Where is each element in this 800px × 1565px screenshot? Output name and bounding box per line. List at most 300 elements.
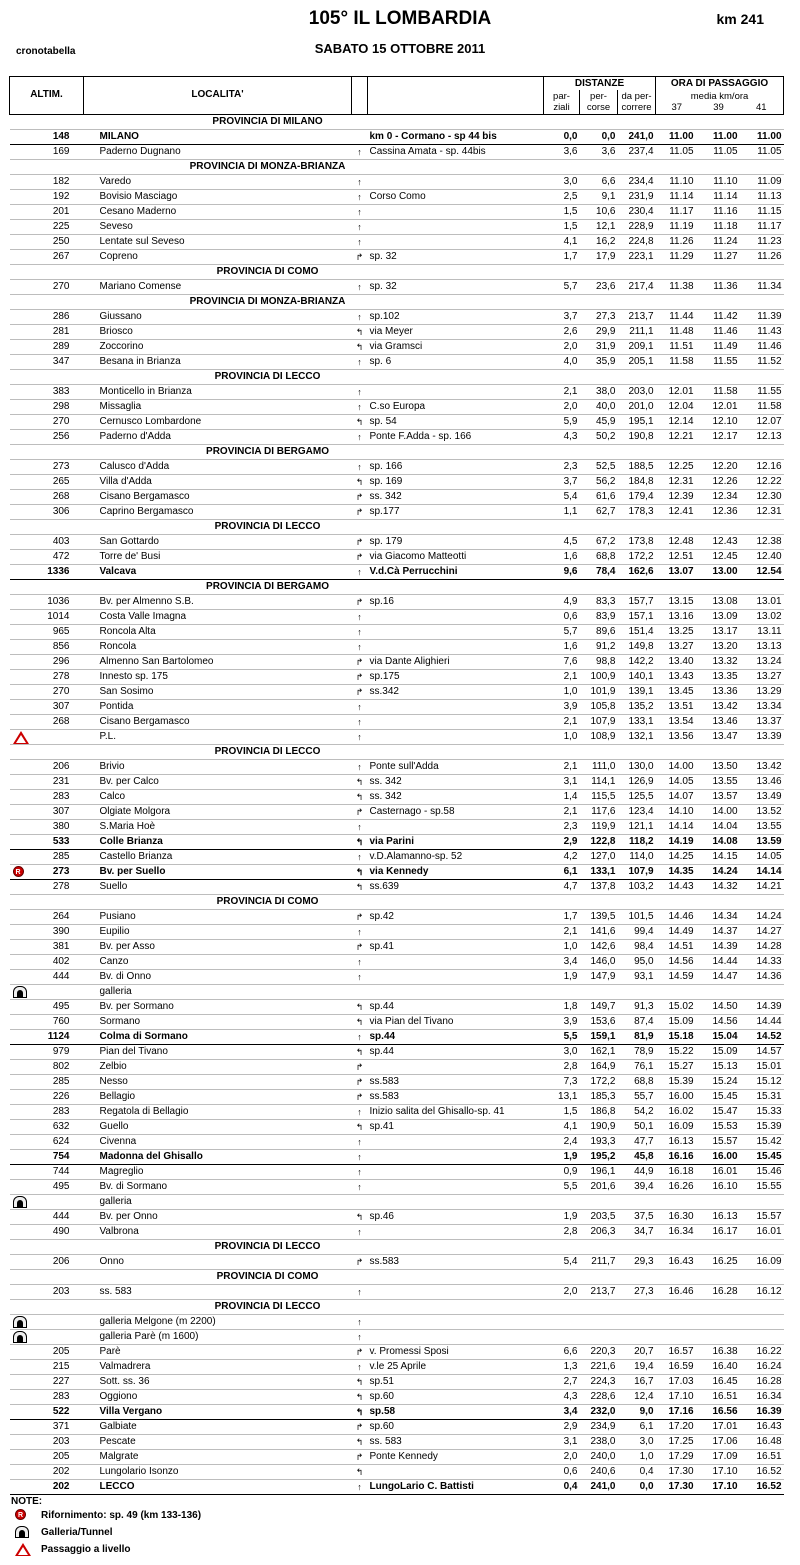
covered-distance: 139,5 xyxy=(580,909,618,924)
time-37: 12.04 xyxy=(656,399,698,414)
location-name: Bv. per Almenno S.B. xyxy=(84,594,352,609)
table-row xyxy=(10,609,784,624)
remaining-distance: 27,3 xyxy=(618,1284,656,1299)
road-note: via Dante Alighieri xyxy=(368,654,544,669)
time-39: 11.42 xyxy=(698,309,740,324)
time-41: 15.45 xyxy=(740,1149,784,1164)
time-41: 11.43 xyxy=(740,324,784,339)
altitude-value: 231 xyxy=(52,775,70,787)
time-39: 12.36 xyxy=(698,504,740,519)
location-name: Magreglio xyxy=(84,1164,352,1179)
road-note: km 0 - Cormano - sp 44 bis xyxy=(368,129,544,144)
time-41: 11.00 xyxy=(740,129,784,144)
table-row xyxy=(10,309,784,324)
altitude-cell xyxy=(10,759,84,774)
altitude-value: 1014 xyxy=(47,610,70,622)
remaining-distance: 81,9 xyxy=(618,1029,656,1044)
header-speed-37: 37 xyxy=(656,102,698,114)
remaining-distance: 12,4 xyxy=(618,1389,656,1404)
time-37: 15.22 xyxy=(656,1044,698,1059)
province-row xyxy=(10,744,784,759)
table-row xyxy=(10,1374,784,1389)
location-name: Copreno xyxy=(84,249,352,264)
partial-distance: 6,1 xyxy=(544,864,580,879)
time-37: 14.43 xyxy=(656,879,698,894)
time-39: 13.42 xyxy=(698,699,740,714)
remaining-distance: 0,0 xyxy=(618,1479,656,1494)
time-41: 14.57 xyxy=(740,1044,784,1059)
location-name: Costa Valle Imagna xyxy=(84,609,352,624)
covered-distance: 0,0 xyxy=(580,129,618,144)
altitude-value: 215 xyxy=(52,1360,70,1372)
time-41: 15.42 xyxy=(740,1134,784,1149)
remaining-distance: 54,2 xyxy=(618,1104,656,1119)
partial-distance: 2,0 xyxy=(544,339,580,354)
altitude-cell xyxy=(10,474,84,489)
altitude-value: 270 xyxy=(52,280,70,292)
road-note: ss.583 xyxy=(368,1089,544,1104)
table-row xyxy=(10,999,784,1014)
remaining-distance: 132,1 xyxy=(618,729,656,744)
covered-distance: 153,6 xyxy=(580,1014,618,1029)
road-note: sp. 169 xyxy=(368,474,544,489)
remaining-distance: 91,3 xyxy=(618,999,656,1014)
road-note xyxy=(368,1179,544,1194)
table-row xyxy=(10,1389,784,1404)
covered-distance: 211,7 xyxy=(580,1254,618,1269)
time-37: 11.44 xyxy=(656,309,698,324)
location-name: Lentate sul Seveso xyxy=(84,234,352,249)
time-41: 11.26 xyxy=(740,249,784,264)
province-name: PROVINCIA DI BERGAMO xyxy=(10,444,784,459)
time-41: 12.13 xyxy=(740,429,784,444)
tunnel-icon xyxy=(15,1526,29,1538)
road-note: sp.44 xyxy=(368,1044,544,1059)
road-note: ss.639 xyxy=(368,879,544,894)
location-name: Eupilio xyxy=(84,924,352,939)
location-name: Pescate xyxy=(84,1434,352,1449)
remaining-distance: 241,0 xyxy=(618,129,656,144)
altitude-cell xyxy=(10,1479,84,1494)
time-39: 11.27 xyxy=(698,249,740,264)
direction-arrow-icon: ↱ xyxy=(352,594,368,609)
road-note xyxy=(368,624,544,639)
refuel-icon: R xyxy=(13,866,24,877)
table-row xyxy=(10,1029,784,1044)
altitude-cell xyxy=(10,1314,84,1329)
table-row xyxy=(10,1074,784,1089)
altitude-cell xyxy=(10,654,84,669)
covered-distance: 220,3 xyxy=(580,1344,618,1359)
covered-distance: 16,2 xyxy=(580,234,618,249)
partial-distance: 2,8 xyxy=(544,1224,580,1239)
remaining-distance: 95,0 xyxy=(618,954,656,969)
remaining-distance: 228,9 xyxy=(618,219,656,234)
altitude-value: 965 xyxy=(52,625,70,637)
remaining-distance: 6,1 xyxy=(618,1419,656,1434)
time-37 xyxy=(656,1194,698,1209)
table-row xyxy=(10,879,784,894)
table-row xyxy=(10,564,784,579)
legend-refuel xyxy=(11,1508,791,1524)
altitude-value: 1336 xyxy=(47,565,70,577)
time-39: 15.45 xyxy=(698,1089,740,1104)
table-row xyxy=(10,1464,784,1479)
province-name: PROVINCIA DI LECCO xyxy=(10,744,784,759)
covered-distance: 108,9 xyxy=(580,729,618,744)
direction-arrow-icon: ↱ xyxy=(352,249,368,264)
tunnel-icon xyxy=(13,1331,27,1343)
time-37: 16.00 xyxy=(656,1089,698,1104)
time-37: 14.07 xyxy=(656,789,698,804)
covered-distance: 45,9 xyxy=(580,414,618,429)
time-39: 11.05 xyxy=(698,144,740,159)
partial-distance: 4,1 xyxy=(544,1119,580,1134)
location-name: Roncola Alta xyxy=(84,624,352,639)
direction-arrow-icon: ↑ xyxy=(352,924,368,939)
table-row xyxy=(10,1149,784,1164)
time-37: 15.18 xyxy=(656,1029,698,1044)
location-name: Briosco xyxy=(84,324,352,339)
remaining-distance: 149,8 xyxy=(618,639,656,654)
remaining-distance: 224,8 xyxy=(618,234,656,249)
altitude-value: 444 xyxy=(52,970,70,982)
time-39: 11.58 xyxy=(698,384,740,399)
location-name: Torre de' Busi xyxy=(84,549,352,564)
time-39: 15.09 xyxy=(698,1044,740,1059)
time-41 xyxy=(740,1314,784,1329)
location-name: Civenna xyxy=(84,1134,352,1149)
remaining-distance: 87,4 xyxy=(618,1014,656,1029)
time-41: 13.24 xyxy=(740,654,784,669)
location-name: S.Maria Hoè xyxy=(84,819,352,834)
covered-distance: 185,3 xyxy=(580,1089,618,1104)
header-distanze: DISTANZE xyxy=(544,77,656,91)
altitude-value: 380 xyxy=(52,820,70,832)
remaining-distance: 130,0 xyxy=(618,759,656,774)
table-row xyxy=(10,654,784,669)
altitude-value: 268 xyxy=(52,715,70,727)
partial-distance: 6,6 xyxy=(544,1344,580,1359)
table-row xyxy=(10,1404,784,1419)
remaining-distance: 217,4 xyxy=(618,279,656,294)
direction-arrow-icon: ↑ xyxy=(352,969,368,984)
road-note: sp. 32 xyxy=(368,279,544,294)
remaining-distance: 0,4 xyxy=(618,1464,656,1479)
remaining-distance: 9,0 xyxy=(618,1404,656,1419)
road-note: sp.60 xyxy=(368,1419,544,1434)
altitude-value: 227 xyxy=(52,1375,70,1387)
time-39: 14.50 xyxy=(698,999,740,1014)
road-note xyxy=(368,1329,544,1344)
road-note xyxy=(368,384,544,399)
road-note xyxy=(368,1134,544,1149)
location-name: Giussano xyxy=(84,309,352,324)
location-name: Castello Brianza xyxy=(84,849,352,864)
table-row xyxy=(10,834,784,849)
location-name: Guello xyxy=(84,1119,352,1134)
remaining-distance: 234,4 xyxy=(618,174,656,189)
partial-distance: 2,3 xyxy=(544,459,580,474)
location-name: Caprino Bergamasco xyxy=(84,504,352,519)
time-37: 17.29 xyxy=(656,1449,698,1464)
table-row xyxy=(10,1134,784,1149)
time-37: 12.39 xyxy=(656,489,698,504)
time-41: 11.15 xyxy=(740,204,784,219)
partial-distance: 1,0 xyxy=(544,729,580,744)
partial-distance xyxy=(544,1194,580,1209)
time-39: 14.37 xyxy=(698,924,740,939)
province-row xyxy=(10,294,784,309)
partial-distance xyxy=(544,1329,580,1344)
time-41: 14.21 xyxy=(740,879,784,894)
time-37: 15.27 xyxy=(656,1059,698,1074)
time-39: 15.53 xyxy=(698,1119,740,1134)
time-41: 11.58 xyxy=(740,399,784,414)
location-name: Nesso xyxy=(84,1074,352,1089)
altitude-cell xyxy=(10,1254,84,1269)
partial-distance: 2,3 xyxy=(544,819,580,834)
altitude-cell xyxy=(10,1164,84,1179)
location-name: Canzo xyxy=(84,954,352,969)
location-name: Cernusco Lombardone xyxy=(84,414,352,429)
direction-arrow-icon: ↑ xyxy=(352,609,368,624)
location-name: Parè xyxy=(84,1344,352,1359)
time-41: 13.11 xyxy=(740,624,784,639)
remaining-distance xyxy=(618,1194,656,1209)
time-39: 14.39 xyxy=(698,939,740,954)
location-name: Valmadrera xyxy=(84,1359,352,1374)
time-37: 11.10 xyxy=(656,174,698,189)
altitude-cell xyxy=(10,1464,84,1479)
location-name: Oggiono xyxy=(84,1389,352,1404)
direction-arrow-icon: ↑ xyxy=(352,189,368,204)
time-41: 13.37 xyxy=(740,714,784,729)
altitude-cell xyxy=(10,1434,84,1449)
province-name: PROVINCIA DI COMO xyxy=(10,1269,784,1284)
table-row xyxy=(10,534,784,549)
time-39: 12.17 xyxy=(698,429,740,444)
table-row xyxy=(10,1164,784,1179)
location-name: Mariano Comense xyxy=(84,279,352,294)
remaining-distance: 19,4 xyxy=(618,1359,656,1374)
altitude-value: 268 xyxy=(52,490,70,502)
partial-distance: 4,5 xyxy=(544,534,580,549)
time-37: 15.09 xyxy=(656,1014,698,1029)
location-name: Villa d'Adda xyxy=(84,474,352,489)
time-37: 12.14 xyxy=(656,414,698,429)
covered-distance: 186,8 xyxy=(580,1104,618,1119)
location-name: Cisano Bergamasco xyxy=(84,489,352,504)
altitude-cell xyxy=(10,909,84,924)
page-header xyxy=(0,0,800,76)
location-name: Varedo xyxy=(84,174,352,189)
province-row xyxy=(10,369,784,384)
altitude-cell xyxy=(10,534,84,549)
road-note: sp.16 xyxy=(368,594,544,609)
direction-arrow-icon: ↰ xyxy=(352,879,368,894)
altitude-cell xyxy=(10,504,84,519)
direction-arrow-icon: ↑ xyxy=(352,1359,368,1374)
altitude-value: 202 xyxy=(52,1480,70,1492)
altitude-value: 383 xyxy=(52,385,70,397)
time-37: 13.15 xyxy=(656,594,698,609)
road-note: sp.42 xyxy=(368,909,544,924)
time-39: 12.20 xyxy=(698,459,740,474)
altitude-value: 182 xyxy=(52,175,70,187)
location-name: Sott. ss. 36 xyxy=(84,1374,352,1389)
altitude-value: 267 xyxy=(52,250,70,262)
altitude-value: 856 xyxy=(52,640,70,652)
altitude-value: 278 xyxy=(52,880,70,892)
location-name: galleria xyxy=(84,984,352,999)
direction-arrow-icon: ↑ xyxy=(352,624,368,639)
altitude-value: 250 xyxy=(52,235,70,247)
partial-distance: 5,5 xyxy=(544,1029,580,1044)
location-name: ss. 583 xyxy=(84,1284,352,1299)
altitude-cell xyxy=(10,594,84,609)
altitude-cell xyxy=(10,489,84,504)
province-row xyxy=(10,1299,784,1314)
legend-level-crossing-text: Passaggio a livello xyxy=(41,1544,131,1555)
table-row xyxy=(10,189,784,204)
altitude-cell xyxy=(10,1449,84,1464)
direction-arrow-icon: ↰ xyxy=(352,774,368,789)
table-row xyxy=(10,984,784,999)
table-row xyxy=(10,789,784,804)
table-row xyxy=(10,1254,784,1269)
time-37: 14.35 xyxy=(656,864,698,879)
road-note: V.d.Cà Perrucchini xyxy=(368,564,544,579)
road-note xyxy=(368,1284,544,1299)
time-41: 11.46 xyxy=(740,339,784,354)
table-row xyxy=(10,1479,784,1494)
time-39: 17.10 xyxy=(698,1464,740,1479)
covered-distance: 117,6 xyxy=(580,804,618,819)
road-note xyxy=(368,1314,544,1329)
location-name: Brivio xyxy=(84,759,352,774)
direction-arrow-icon xyxy=(352,984,368,999)
remaining-distance: 20,7 xyxy=(618,1344,656,1359)
location-name: Pian del Tivano xyxy=(84,1044,352,1059)
direction-arrow-icon: ↱ xyxy=(352,1419,368,1434)
direction-arrow-icon: ↑ xyxy=(352,759,368,774)
partial-distance: 3,4 xyxy=(544,954,580,969)
time-37: 16.34 xyxy=(656,1224,698,1239)
header-altim: ALTIM. xyxy=(10,77,84,115)
direction-arrow-icon: ↰ xyxy=(352,1014,368,1029)
covered-distance: 27,3 xyxy=(580,309,618,324)
covered-distance: 101,9 xyxy=(580,684,618,699)
road-note: sp.58 xyxy=(368,1404,544,1419)
remaining-distance: 211,1 xyxy=(618,324,656,339)
remaining-distance: 173,8 xyxy=(618,534,656,549)
road-note xyxy=(368,639,544,654)
partial-distance: 2,1 xyxy=(544,669,580,684)
location-name: Innesto sp. 175 xyxy=(84,669,352,684)
road-note xyxy=(368,969,544,984)
direction-arrow-icon: ↑ xyxy=(352,219,368,234)
covered-distance: 206,3 xyxy=(580,1224,618,1239)
time-37: 16.13 xyxy=(656,1134,698,1149)
direction-arrow-icon: ↑ xyxy=(352,1134,368,1149)
direction-arrow-icon: ↑ xyxy=(352,729,368,744)
covered-distance: 78,4 xyxy=(580,564,618,579)
remaining-distance: 34,7 xyxy=(618,1224,656,1239)
altitude-value: 264 xyxy=(52,910,70,922)
time-37 xyxy=(656,1314,698,1329)
race-title: 105° IL LOMBARDIA xyxy=(308,8,492,29)
altitude-value: 298 xyxy=(52,400,70,412)
location-name: Bv. di Sormano xyxy=(84,1179,352,1194)
location-name: Valcava xyxy=(84,564,352,579)
table-row xyxy=(10,234,784,249)
time-39: 16.28 xyxy=(698,1284,740,1299)
location-name: Roncola xyxy=(84,639,352,654)
race-date: SABATO 15 OTTOBRE 2011 xyxy=(314,41,486,56)
table-row xyxy=(10,1329,784,1344)
location-name: Monticello in Brianza xyxy=(84,384,352,399)
altitude-value: 256 xyxy=(52,430,70,442)
time-39: 11.00 xyxy=(698,129,740,144)
road-note: via Meyer xyxy=(368,324,544,339)
remaining-distance: 188,5 xyxy=(618,459,656,474)
covered-distance: 10,6 xyxy=(580,204,618,219)
table-row xyxy=(10,1104,784,1119)
covered-distance: 3,6 xyxy=(580,144,618,159)
time-37: 17.16 xyxy=(656,1404,698,1419)
remaining-distance: 162,6 xyxy=(618,564,656,579)
altitude-cell xyxy=(10,774,84,789)
remaining-distance: 55,7 xyxy=(618,1089,656,1104)
altitude-cell xyxy=(10,399,84,414)
remaining-distance: 93,1 xyxy=(618,969,656,984)
province-name: PROVINCIA DI COMO xyxy=(10,264,784,279)
road-note: Cassina Amata - sp. 44bis xyxy=(368,144,544,159)
covered-distance: 68,8 xyxy=(580,549,618,564)
location-name: Besana in Brianza xyxy=(84,354,352,369)
time-37: 11.00 xyxy=(656,129,698,144)
province-row xyxy=(10,114,784,129)
province-row xyxy=(10,1269,784,1284)
time-37: 11.17 xyxy=(656,204,698,219)
location-name: Pontida xyxy=(84,699,352,714)
altitude-cell xyxy=(10,1059,84,1074)
time-39: 11.49 xyxy=(698,339,740,354)
partial-distance xyxy=(544,1314,580,1329)
partial-distance: 5,7 xyxy=(544,624,580,639)
partial-distance: 0,9 xyxy=(544,1164,580,1179)
covered-distance: 142,6 xyxy=(580,939,618,954)
altitude-cell xyxy=(10,219,84,234)
time-41 xyxy=(740,984,784,999)
time-41 xyxy=(740,1329,784,1344)
location-name: Suello xyxy=(84,879,352,894)
altitude-cell xyxy=(10,1329,84,1344)
time-39: 17.09 xyxy=(698,1449,740,1464)
altitude-value: 283 xyxy=(52,790,70,802)
time-37: 16.46 xyxy=(656,1284,698,1299)
time-39: 15.57 xyxy=(698,1134,740,1149)
time-39: 14.15 xyxy=(698,849,740,864)
direction-arrow-icon: ↰ xyxy=(352,324,368,339)
direction-arrow-icon: ↑ xyxy=(352,1314,368,1329)
altitude-cell xyxy=(10,1149,84,1164)
remaining-distance: 184,8 xyxy=(618,474,656,489)
altitude-cell xyxy=(10,279,84,294)
time-37: 16.43 xyxy=(656,1254,698,1269)
time-41: 16.34 xyxy=(740,1389,784,1404)
